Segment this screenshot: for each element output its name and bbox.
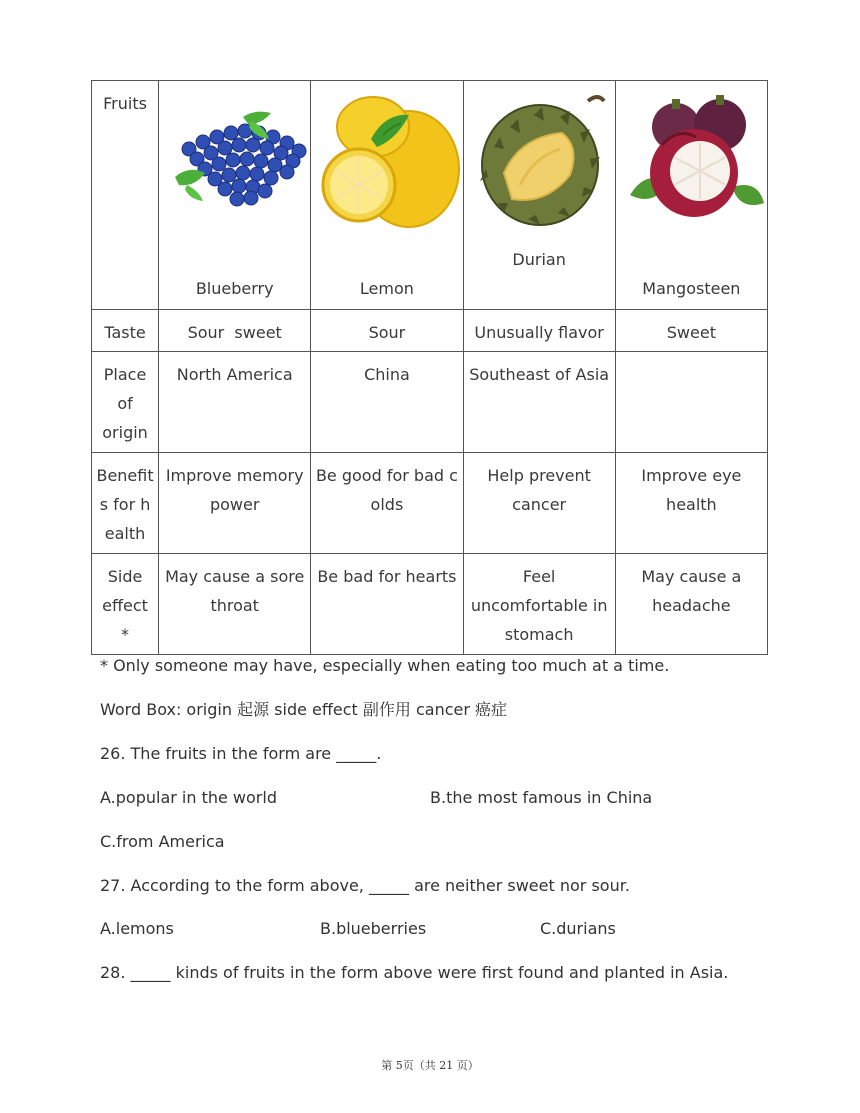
page-footer: 第 5页（共 21 页） [381, 1059, 479, 1072]
table-cell: Feel uncomfortable in stomach [463, 554, 615, 655]
table-cell [615, 352, 767, 453]
question-26-option-c: C.from America [100, 832, 225, 851]
question-26-option-b: B.the most famous in China [430, 788, 653, 807]
table-cell: North America [159, 352, 311, 453]
question-27-stem: 27. According to the form above, _____ are neither sweet nor sour. [100, 876, 630, 895]
table-cell: Sweet [615, 310, 767, 352]
question-27-option-a: A.lemons [100, 919, 174, 938]
question-27-option-c: C.durians [540, 919, 616, 938]
blueberry-image [159, 87, 310, 237]
table-cell: Unusually flavor [463, 310, 615, 352]
row-label-fruits: Fruits [92, 81, 159, 310]
table-cell: May cause a sore throat [159, 554, 311, 655]
question-27-option-b: B.blueberries [320, 919, 427, 938]
row-label-place-of-origin: Place of origin [92, 352, 159, 453]
table-cell: Help prevent cancer [463, 453, 615, 554]
lemon-image [311, 87, 462, 237]
taste-row [92, 310, 768, 352]
fruit-name: Lemon [359, 279, 414, 298]
question-28-stem: 28. _____ kinds of fruits in the form above were first found and planted in Asia. [100, 963, 729, 982]
side-effect-row [92, 554, 768, 655]
footnote: * Only someone may have, especially when eating too much at a time. [100, 656, 670, 675]
table-cell: Sour sweet [159, 310, 311, 352]
word-box: Word Box: origin 起源 side effect 副作用 cancer 癌症 [100, 700, 508, 719]
fruit-cell-blueberry [159, 81, 311, 310]
durian-image [464, 87, 615, 237]
fruit-cell-mangosteen [615, 81, 767, 310]
table-cell: China [311, 352, 463, 453]
row-label-side-effect: Side effect * [92, 554, 159, 655]
table-cell: Southeast of Asia [463, 352, 615, 453]
table-cell: May cause a headache [615, 554, 767, 655]
benefits-row [92, 453, 768, 554]
table-cell: Sour [311, 310, 463, 352]
fruit-cell-durian [463, 81, 615, 310]
row-label-benefits: Benefits for health [92, 453, 159, 554]
fruit-cell-lemon [311, 81, 463, 310]
table-cell: Be bad for hearts [311, 554, 463, 655]
row-label-taste: Taste [92, 310, 159, 352]
question-26-stem: 26. The fruits in the form are _____. [100, 744, 382, 763]
fruit-table [91, 80, 768, 655]
mangosteen-image [616, 87, 767, 237]
fruit-name: Durian [512, 250, 566, 269]
place-of-origin-row [92, 352, 768, 453]
fruits-row [92, 81, 768, 310]
table-cell: Improve eye health [615, 453, 767, 554]
question-26-option-a: A.popular in the world [100, 788, 277, 807]
fruit-name: Blueberry [195, 279, 274, 298]
table-cell: Improve memory power [159, 453, 311, 554]
fruit-name: Mangosteen [642, 279, 741, 298]
table-cell: Be good for bad colds [311, 453, 463, 554]
